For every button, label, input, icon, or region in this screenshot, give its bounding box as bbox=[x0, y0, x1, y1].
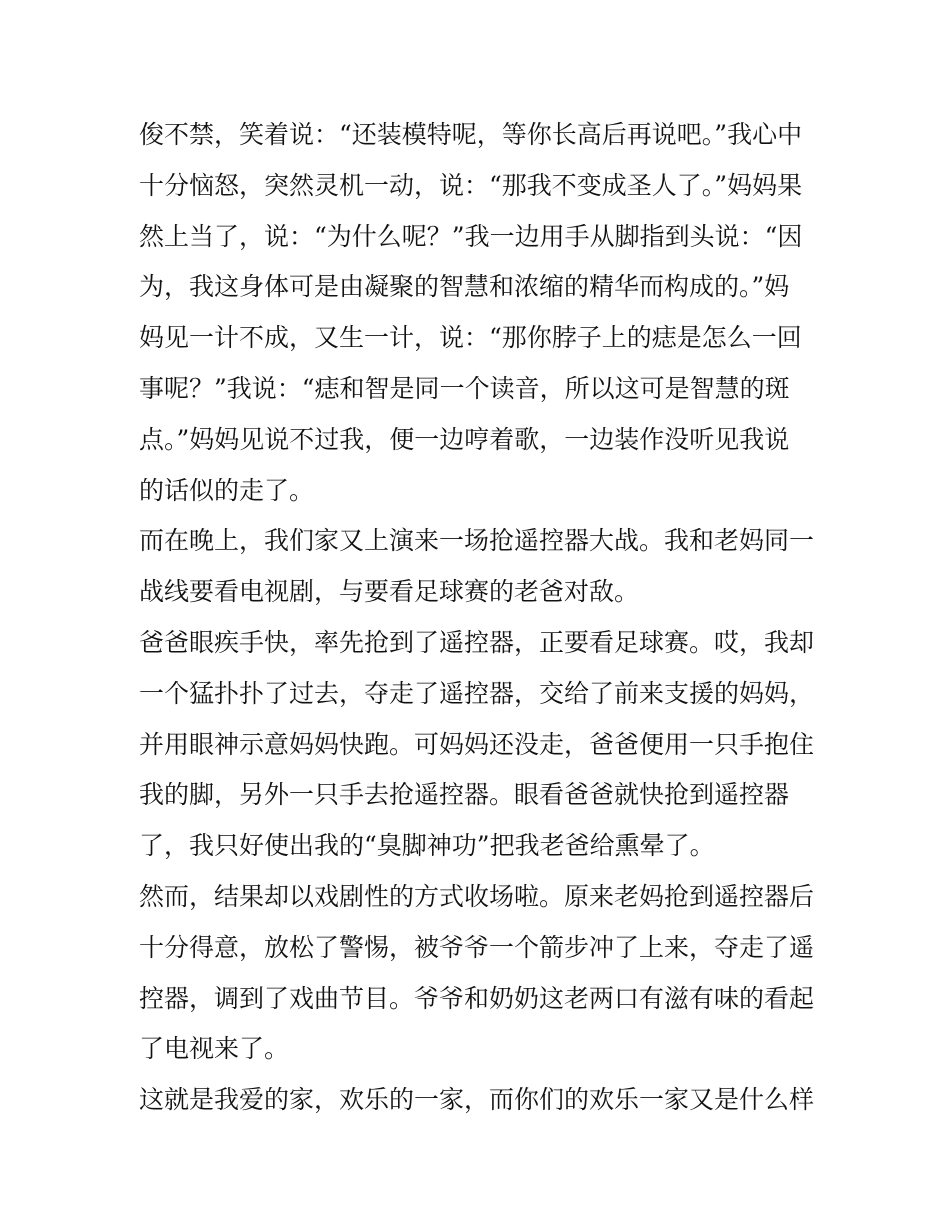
paragraph-3 bbox=[139, 618, 819, 872]
text-line: 战线要看电视剧，与要看足球赛的老爸对敌。 bbox=[139, 577, 640, 607]
text-line: 事呢？”我说：“痣和智是同一个读音，所以这可是智慧的斑 bbox=[139, 373, 790, 403]
text-line: 一个猛扑扑了过去，夺走了遥控器，交给了前来支援的妈妈， bbox=[139, 678, 815, 708]
text-line: 的话似的走了。 bbox=[139, 475, 315, 505]
paragraph-5 bbox=[139, 1075, 819, 1126]
text-line: 了电视来了。 bbox=[139, 1034, 290, 1064]
text-line: 然而，结果却以戏剧性的方式收场啦。原来老妈抢到遥控器后 bbox=[139, 881, 815, 911]
text-line: 十分恼怒，突然灵机一动，说：“那我不变成圣人了。”妈妈果 bbox=[139, 170, 803, 200]
document-body bbox=[139, 110, 819, 1126]
text-line: 点。”妈妈见说不过我，便一边哼着歌，一边装作没听见我说 bbox=[139, 424, 790, 454]
text-line: 爸爸眼疾手快，率先抢到了遥控器，正要看足球赛。哎，我却 bbox=[139, 627, 815, 657]
text-line: 并用眼神示意妈妈快跑。可妈妈还没走，爸爸便用一只手抱住 bbox=[139, 729, 815, 759]
text-line: 我的脚，另外一只手去抢遥控器。眼看爸爸就快抢到遥控器 bbox=[139, 780, 790, 810]
text-line: 这就是我爱的家，欢乐的一家，而你们的欢乐一家又是什么样 bbox=[139, 1085, 815, 1115]
paragraph-2 bbox=[139, 516, 819, 618]
text-line: 而在晚上，我们家又上演来一场抢遥控器大战。我和老妈同一 bbox=[139, 526, 815, 556]
text-line: 十分得意，放松了警惕，被爷爷一个箭步冲了上来，夺走了遥 bbox=[139, 932, 815, 962]
text-line: 俊不禁，笑着说：“还装模特呢，等你长高后再说吧。”我心中 bbox=[139, 120, 803, 149]
text-line: 控器，调到了戏曲节目。爷爷和奶奶这老两口有滋有味的看起 bbox=[139, 983, 815, 1013]
text-line: 了，我只好使出我的“臭脚神功”把我老爸给熏晕了。 bbox=[139, 831, 715, 861]
text-line: 妈见一计不成，又生一计，说：“那你脖子上的痣是怎么一回 bbox=[139, 323, 802, 353]
paragraph-1 bbox=[139, 110, 819, 516]
text-line: 为，我这身体可是由凝聚的智慧和浓缩的精华而构成的。”妈 bbox=[139, 272, 790, 302]
text-line: 然上当了，说：“为什么呢？”我一边用手从脚指到头说：“因 bbox=[139, 221, 803, 251]
paragraph-4 bbox=[139, 872, 819, 1075]
